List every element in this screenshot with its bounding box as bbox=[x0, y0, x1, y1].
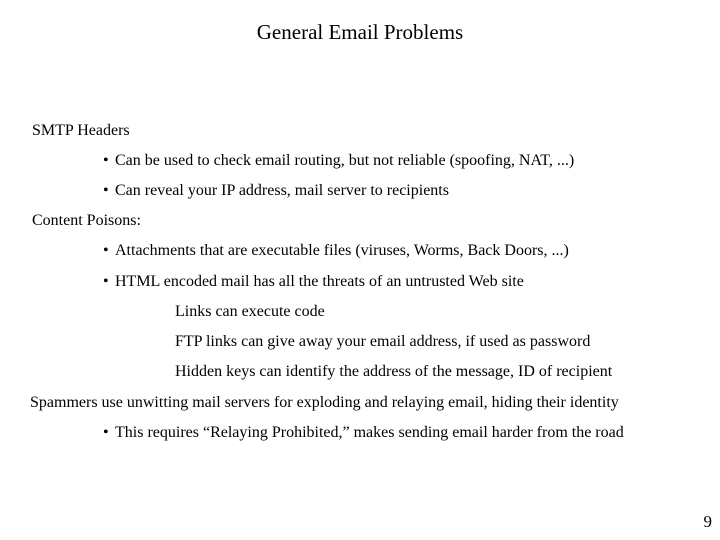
line-text: Can reveal your IP address, mail server to recipients bbox=[115, 182, 449, 199]
bullet-glyph: • bbox=[103, 424, 109, 441]
line-text: This requires “Relaying Prohibited,” makes sending email harder from the road bbox=[115, 424, 624, 441]
bullet-attachments bbox=[103, 241, 569, 261]
line-text: Links can execute code bbox=[175, 303, 325, 320]
heading-content-poisons bbox=[32, 211, 141, 231]
subitem-hidden-keys bbox=[175, 362, 612, 382]
heading-spammers bbox=[30, 393, 619, 413]
line-text: Attachments that are executable files (viruses, Worms, Back Doors, ...) bbox=[115, 242, 569, 259]
line-text: HTML encoded mail has all the threats of an untrusted Web site bbox=[115, 273, 524, 290]
bullet-glyph: • bbox=[103, 242, 109, 259]
bullet-glyph: • bbox=[103, 182, 109, 199]
line-text: SMTP Headers bbox=[32, 122, 130, 139]
slide-title: General Email Problems bbox=[256, 20, 464, 44]
line-text: Hidden keys can identify the address of the message, ID of recipient bbox=[175, 363, 613, 380]
bullet-smtp-routing bbox=[103, 151, 574, 171]
line-text: FTP links can give away your email address, if used as password bbox=[175, 333, 591, 350]
bullet-glyph: • bbox=[103, 273, 109, 290]
line-text: Spammers use unwitting mail servers for exploding and relaying email, hiding their identity bbox=[30, 394, 619, 411]
page-number: 9 bbox=[703, 512, 712, 531]
line-text: Content Poisons: bbox=[32, 212, 141, 229]
subitem-ftp-links bbox=[175, 332, 590, 352]
bullet-smtp-ip bbox=[103, 181, 449, 201]
subitem-links-execute bbox=[175, 302, 325, 322]
heading-smtp-headers bbox=[32, 121, 130, 141]
line-text: Can be used to check email routing, but not reliable (spoofing, NAT, ...) bbox=[115, 152, 575, 169]
bullet-glyph: • bbox=[103, 152, 109, 169]
bullet-html-mail bbox=[103, 272, 524, 292]
bullet-relaying bbox=[103, 423, 624, 443]
